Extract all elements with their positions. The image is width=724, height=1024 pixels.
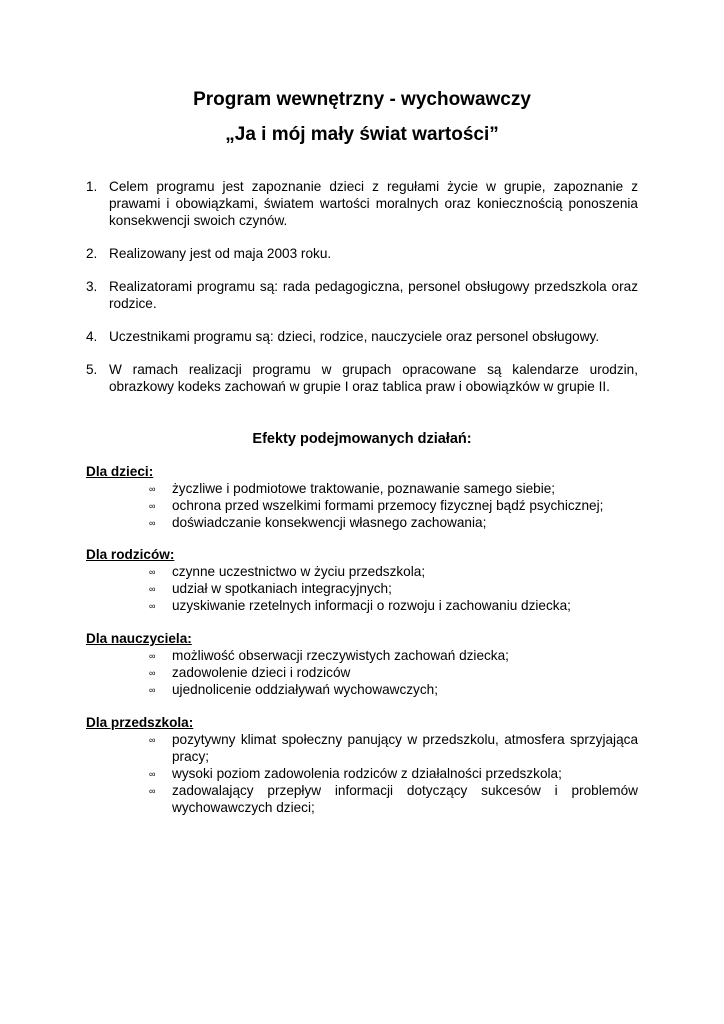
bullet-item: [86, 782, 638, 816]
bullet-list: [86, 647, 638, 698]
bullet-text: ochrona przed wszelkimi formami przemocy fizycznej bądź psychicznej;: [172, 498, 604, 513]
bullet-text: wysoki poziom zadowolenia rodziców z działalności przedszkola;: [172, 766, 562, 781]
item-text: Uczestnikami programu są: dzieci, rodzice, nauczyciele oraz personel obsługowy.: [109, 329, 600, 344]
infinity-bullet-icon: ∞: [149, 786, 156, 796]
list-item: [86, 278, 638, 312]
infinity-bullet-icon: ∞: [149, 668, 156, 678]
document-subtitle: „Ja i mój mały świat wartości”: [225, 124, 499, 145]
bullet-item: [86, 647, 638, 664]
bullet-text: udział w spotkaniach integracyjnych;: [172, 581, 392, 596]
section-children: [86, 463, 638, 531]
bullet-item: [86, 497, 638, 514]
section-parents: [86, 546, 638, 614]
bullet-list: [86, 731, 638, 816]
item-number: 1.: [86, 179, 98, 194]
bullet-text: doświadczanie konsekwencji własnego zachowania;: [172, 515, 487, 530]
bullet-text: czynne uczestnictwo w życiu przedszkola;: [172, 564, 426, 579]
list-item: [86, 361, 638, 395]
numbered-list: [86, 178, 638, 411]
infinity-bullet-icon: ∞: [149, 518, 156, 528]
bullet-text: zadowolenie dzieci i rodziców: [172, 665, 351, 680]
bullet-item: [86, 597, 638, 614]
infinity-bullet-icon: ∞: [149, 601, 156, 611]
item-text: W ramach realizacji programu w grupach opracowane są kalendarze urodzin, obrazkowy kodeks zachowań w grupie I oraz tablica praw i obowiązków w grupie II.: [109, 362, 638, 394]
bullet-item: [86, 563, 638, 580]
infinity-bullet-icon: ∞: [149, 769, 156, 779]
item-text: Celem programu jest zapoznanie dzieci z regułami życie w grupie, zapoznanie z prawami i obowiązkami, światem wartości moralnych oraz koniecznością ponoszenia konsekwencji swoich czynów.: [109, 179, 638, 228]
bullet-text: życzliwe i podmiotowe traktowanie, poznawanie samego siebie;: [172, 481, 556, 496]
section-teacher: [86, 630, 638, 698]
bullet-item: [86, 480, 638, 497]
bullet-item: [86, 765, 638, 782]
section-heading: Dla przedszkola:: [86, 715, 194, 730]
bullet-list: [86, 480, 638, 531]
bullet-item: [86, 731, 638, 765]
bullet-item: [86, 681, 638, 698]
item-number: 5.: [86, 362, 98, 377]
infinity-bullet-icon: ∞: [149, 567, 156, 577]
document-title: Program wewnętrzny - wychowawczy: [193, 89, 531, 110]
item-text: Realizowany jest od maja 2003 roku.: [109, 246, 332, 261]
bullet-text: pozytywny klimat społeczny panujący w przedszkolu, atmosfera sprzyjająca pracy;: [172, 732, 638, 764]
effects-heading: Efekty podejmowanych działań:: [252, 431, 472, 447]
infinity-bullet-icon: ∞: [149, 651, 156, 661]
item-number: 2.: [86, 246, 98, 261]
infinity-bullet-icon: ∞: [149, 735, 156, 745]
section-heading: Dla rodziców:: [86, 547, 175, 562]
infinity-bullet-icon: ∞: [149, 501, 156, 511]
bullet-list: [86, 563, 638, 614]
section-kindergarten: [86, 714, 638, 816]
section-heading: Dla nauczyciela:: [86, 631, 192, 646]
list-item: [86, 245, 638, 262]
bullet-item: [86, 580, 638, 597]
item-text: Realizatorami programu są: rada pedagogiczna, personel obsługowy przedszkola oraz rodzice.: [109, 279, 638, 311]
infinity-bullet-icon: ∞: [149, 484, 156, 494]
bullet-text: uzyskiwanie rzetelnych informacji o rozwoju i zachowaniu dziecka;: [172, 598, 571, 613]
list-item: [86, 178, 638, 229]
bullet-text: ujednolicenie oddziaływań wychowawczych;: [172, 682, 438, 697]
bullet-text: zadowalający przepływ informacji dotyczący sukcesów i problemów wychowawczych dzieci;: [172, 783, 638, 815]
section-heading: Dla dzieci:: [86, 464, 154, 479]
infinity-bullet-icon: ∞: [149, 584, 156, 594]
bullet-item: [86, 664, 638, 681]
infinity-bullet-icon: ∞: [149, 685, 156, 695]
item-number: 4.: [86, 329, 98, 344]
list-item: [86, 328, 638, 345]
item-number: 3.: [86, 279, 98, 294]
bullet-text: możliwość obserwacji rzeczywistych zachowań dziecka;: [172, 648, 509, 663]
bullet-item: [86, 514, 638, 531]
